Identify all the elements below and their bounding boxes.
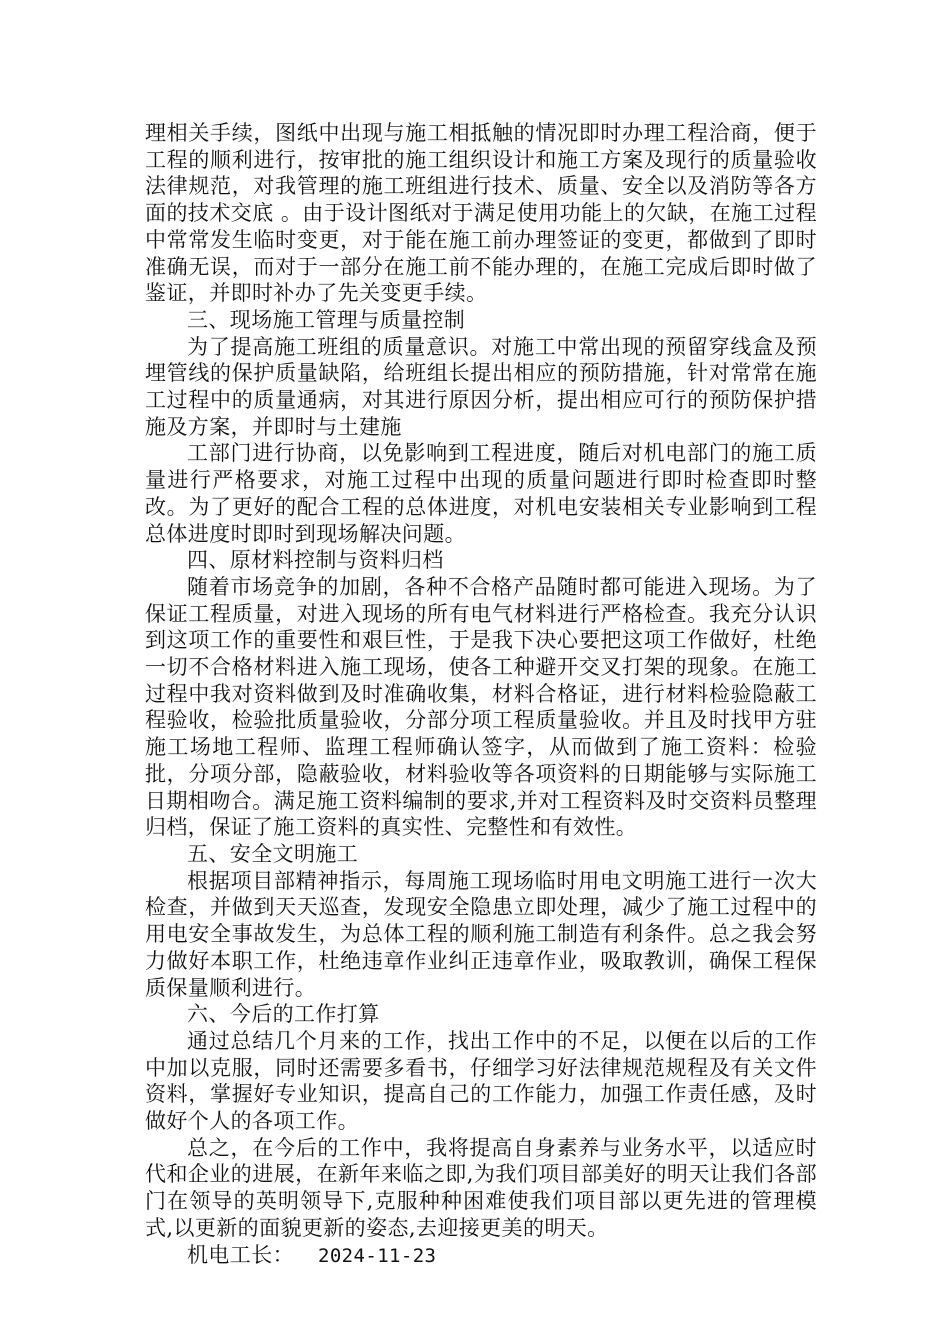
document-body [145,120,817,1269]
paragraph-quality-awareness: 为了提高施工班组的质量意识。对施工中常出现的预留穿线盒及预埋管线的保护质量缺陷，给班组长提出相应的预防措施，针对常常在施工过程中的质量通病，对其进行原因分析，提出相应可行的预防保护措施及方案，并即时与土建施 [145,334,817,439]
paragraph-future-plan: 通过总结几个月来的工作，找出工作中的不足，以便在以后的工作中加以克服，同时还需要多看书，仔细学习好法律规范规程及有关文件资料，掌握好专业知识，提高自己的工作能力，加强工作责任感，及时做好个人的各项工作。 [145,1028,817,1134]
signature-line [145,1242,817,1270]
section-heading-4: 四、原材料控制与资料归档 [187,548,444,573]
signature-label: 机电工长： [187,1242,294,1267]
paragraph-intro: 理相关手续，图纸中出现与施工相抵触的情况即时办理工程洽商，便于工程的顺利进行，按审批的施工组织设计和施工方案及现行的质量验收法律规范，对我管理的施工班组进行技术、质量、安全以及消防等各方面的技术交底 。由于设计图纸对于满足使用功能上的欠缺，在施工过程中常常发生临时变更，对于能在施工前办理签证的变更，都做到了即时准确无误，而对于一部分在施工前不能办理的，在施工完成后即时做了鉴证，并即时补办了先关变更手续。 [145,121,817,306]
section-heading-5: 五、安全文明施工 [187,841,359,866]
paragraph-materials: 随着市场竞争的加剧，各种不合格产品随时都可能进入现场。为了保证工程质量，对进入现场的所有电气材料进行严格检查。我充分认识到这项工作的重要性和艰巨性，于是我下决心要把这项工作做好，杜绝一切不合格材料进入施工现场，使各工种避开交叉打架的现象。在施工过程中我对资料做到及时准确收集，材料合格证，进行材料检验隐蔽工程验收，检验批质量验收，分部分项工程质量验收。并且及时找甲方驻施工场地工程师、监理工程师确认签字，从而做到了施工资料：检验批，分项分部，隐蔽验收，材料验收等各项资料的日期能够与实际施工日期相吻合。满足施工资料编制的要求,并对工程资料及时交资料员整理归档，保证了施工资料的真实性、完整性和有效性。 [145,574,817,840]
section-heading-3: 三、现场施工管理与质量控制 [187,307,466,332]
paragraph-safety: 根据项目部精神指示，每周施工现场临时用电文明施工进行一次大检查，并做到天天巡查，发现安全隐患立即处理，减少了施工过程中的用电安全事故发生，为总体工程的顺利施工制造有利条件。总之我会努力做好本职工作，杜绝违章作业纠正违章作业，吸取教训，确保工程保质保量顺利进行。 [145,868,817,1000]
paragraph-coordination: 工部门进行协商，以免影响到工程进度，随后对机电部门的施工质量进行严格要求，对施工过程中出现的质量问题进行即时检查即时整改。为了更好的配合工程的总体进度，对机电安装相关专业影响到工程总体进度时即时到现场解决问题。 [145,441,817,546]
signature-date: 2024-11-23 [318,1244,437,1267]
section-heading-6: 六、今后的工作打算 [187,1002,380,1027]
paragraph-conclusion: 总之，在今后的工作中，我将提高自身素养与业务水平，以适应时代和企业的进展，在新年来临之即,为我们项目部美好的明天让我们各部门在领导的英明领导下,克服种种困难使我们项目部以更先进的管理模式,以更新的面貌更新的姿态,去迎接更美的明天。 [145,1135,817,1240]
